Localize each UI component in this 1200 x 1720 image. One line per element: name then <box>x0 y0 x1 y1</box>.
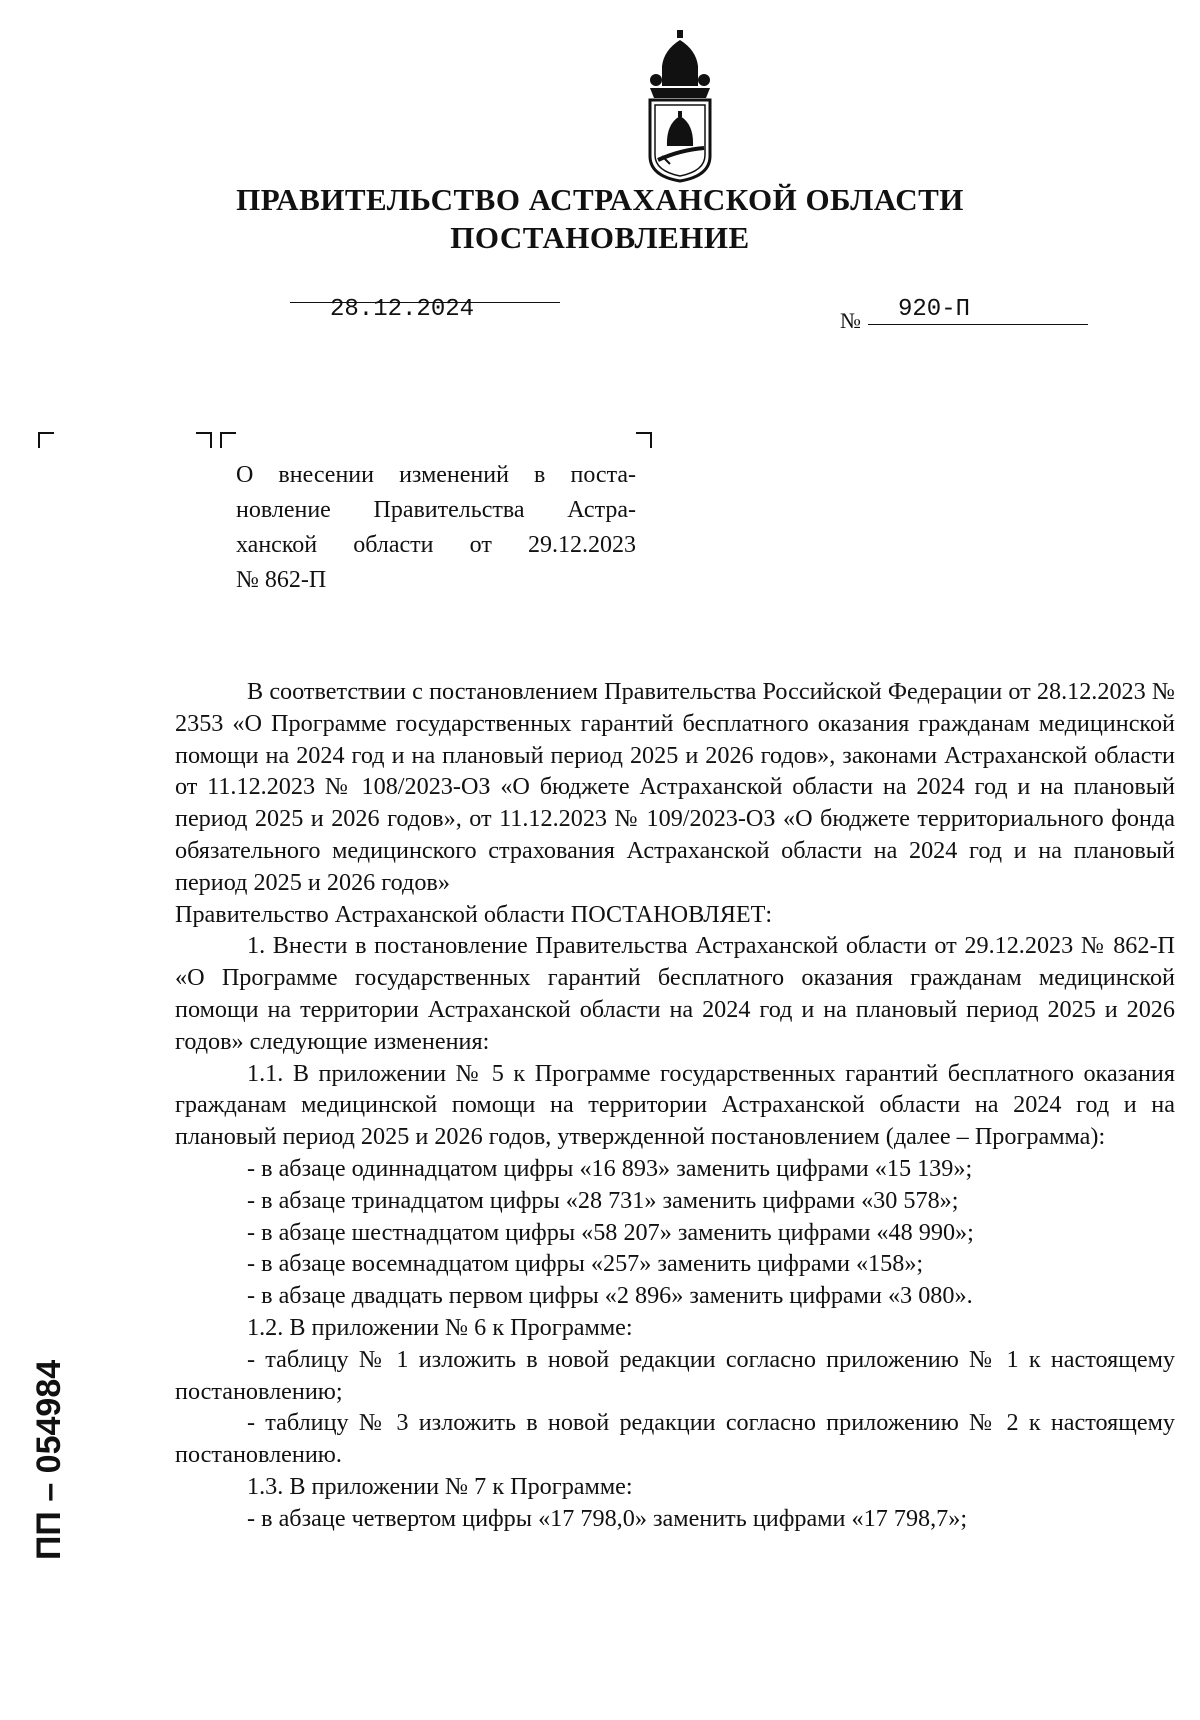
organization-name: ПРАВИТЕЛЬСТВО АСТРАХАНСКОЙ ОБЛАСТИ <box>236 182 964 217</box>
corner-mark <box>636 432 652 448</box>
subject-line: ханской области от 29.12.2023 <box>236 532 636 558</box>
document-type: ПОСТАНОВЛЕНИЕ <box>450 220 750 255</box>
date-underline <box>290 302 560 303</box>
document-subject <box>236 458 636 598</box>
item-1-1: 1.1. В приложении № 5 к Программе государственных гарантий бесплатного оказания гражданам медицинской помощи на территории Астраханской области на 2024 год и на плановый период 2025 и 2026 годов, утвержденной постановлением (далее – Программа): <box>175 1059 1175 1151</box>
item-1-2: 1.2. В приложении № 6 к Программе: <box>247 1313 633 1341</box>
list-item: - таблицу № 1 изложить в новой редакции согласно приложению № 1 к настоящему постановлению; <box>175 1345 1175 1405</box>
list-item: - таблицу № 3 изложить в новой редакции согласно приложению № 2 к настоящему постановлению. <box>175 1409 1175 1469</box>
coat-of-arms-icon <box>640 28 720 183</box>
corner-mark <box>220 432 236 448</box>
list-item: - в абзаце тринадцатом цифры «28 731» заменить цифрами «30 578»; <box>247 1186 959 1214</box>
number-underline <box>868 324 1088 325</box>
list-item: - в абзаце одиннадцатом цифры «16 893» заменить цифрами «15 139»; <box>247 1154 973 1182</box>
item-1: 1. Внести в постановление Правительства Астраханской области от 29.12.2023 № 862-П «О Программе государственных гарантий бесплатного оказания гражданам медицинской помощи на территории Астраханской области на 2024 год и на плановый период 2025 и 2026 годов» следующие изменения: <box>175 932 1175 1055</box>
corner-mark <box>38 432 54 448</box>
subject-line: № 862-П <box>236 567 327 593</box>
corner-mark <box>196 432 212 448</box>
list-item: - в абзаце двадцать первом цифры «2 896» заменить цифрами «3 080». <box>247 1282 973 1310</box>
number-label: № <box>840 308 861 333</box>
serial-stamp: ПП – 054984 <box>30 1359 68 1560</box>
list-item: - в абзаце четвертом цифры «17 798,0» заменить цифрами «17 798,7»; <box>247 1504 968 1532</box>
preamble-paragraph: В соответствии с постановлением Правительства Российской Федерации от 28.12.2023 № 2353 «О Программе государственных гарантий бесплатного оказания гражданам медицинской помощи на 2024 год и на плановый период 2025 и 2026 годов», законами Астраханской области от 11.12.2023 № 108/2023-ОЗ «О бюджете Астраханской области на 2024 год и на плановый период 2025 и 2026 годов», от 11.12.2023 № 109/2023-ОЗ «О бюджете территориального фонда обязательного медицинского страхования Астраханской области на 2024 год и на плановый период 2025 и 2026 годов» <box>175 678 1175 896</box>
subject-line: О внесении изменений в поста- <box>236 462 636 488</box>
document-number: 920-П <box>898 296 971 323</box>
subject-line: новление Правительства Астра- <box>236 497 636 523</box>
document-body <box>175 676 1175 1535</box>
list-item: - в абзаце восемнадцатом цифры «257» заменить цифрами «158»; <box>247 1250 924 1278</box>
item-1-3: 1.3. В приложении № 7 к Программе: <box>247 1472 633 1500</box>
document-date: 28.12.2024 <box>330 296 475 323</box>
decree-line: Правительство Астраханской области ПОСТАНОВЛЯЕТ: <box>175 900 773 928</box>
list-item: - в абзаце шестнадцатом цифры «58 207» заменить цифрами «48 990»; <box>247 1218 974 1246</box>
